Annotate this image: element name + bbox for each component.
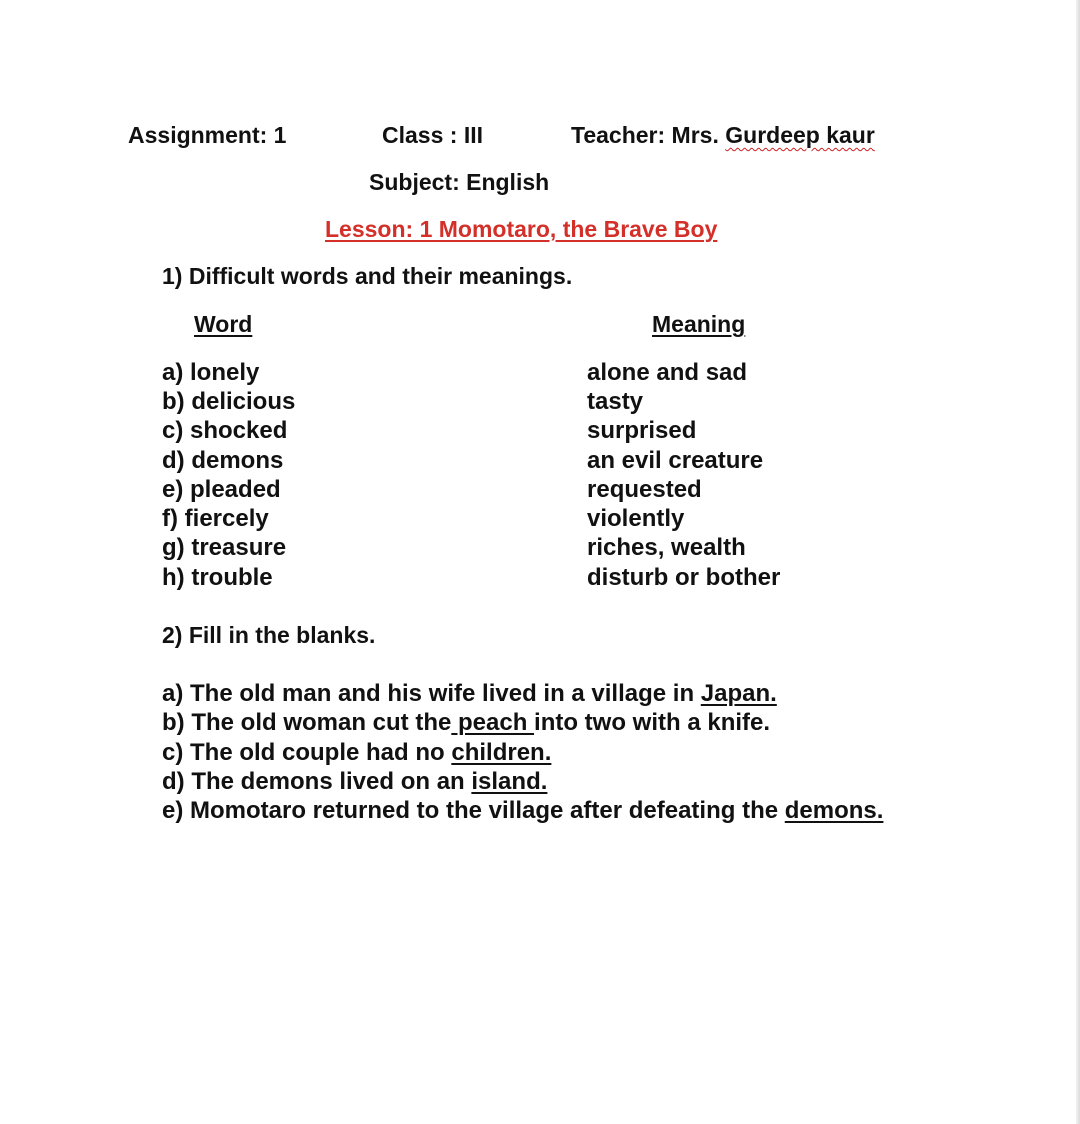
meaning-item: surprised — [587, 417, 697, 444]
meaning-item: disturb or bother — [587, 564, 781, 591]
fill-blank-line — [162, 799, 883, 823]
answer-text: demons. — [784, 797, 884, 824]
column-header-meaning: Meaning — [652, 311, 746, 337]
word-item: d) demons — [162, 447, 284, 474]
sentence-text: b) The old woman cut the — [162, 709, 452, 736]
fill-blank-line — [162, 741, 551, 765]
meaning-item: an evil creature — [587, 447, 764, 474]
assignment-label: Assignment: 1 — [128, 122, 287, 148]
meaning-item: violently — [587, 505, 685, 532]
sentence-text: into two with a knife. — [534, 709, 771, 736]
word-item: h) trouble — [162, 564, 273, 591]
word-item: b) delicious — [162, 388, 296, 415]
fill-blank-line — [162, 770, 547, 794]
word-item: g) treasure — [162, 534, 287, 561]
lesson-title: Lesson: 1 Momotaro, the Brave Boy — [325, 216, 718, 242]
fill-blank-line — [162, 711, 770, 735]
word-item: c) shocked — [162, 417, 288, 444]
class-label: Class : III — [382, 122, 483, 148]
answer-text: island. — [471, 768, 548, 795]
page-edge-shadow — [1076, 0, 1080, 1124]
teacher-name: Gurdeep kaur — [725, 122, 875, 148]
word-item: a) lonely — [162, 359, 260, 386]
word-item: f) fiercely — [162, 505, 269, 532]
subject-label: Subject: English — [369, 169, 550, 195]
answer-text: peach — [451, 709, 535, 736]
sentence-text: a) The old man and his wife lived in a village in — [162, 680, 701, 707]
sentence-text: c) The old couple had no — [162, 739, 452, 766]
teacher-prefix: Teacher: Mrs. — [571, 122, 726, 148]
word-item: e) pleaded — [162, 476, 281, 503]
sentence-text: d) The demons lived on an — [162, 768, 472, 795]
teacher-label — [571, 124, 875, 147]
section2-title: 2) Fill in the blanks. — [162, 622, 376, 648]
meaning-item: tasty — [587, 388, 644, 415]
answer-text: children. — [451, 739, 552, 766]
meaning-item: alone and sad — [587, 359, 748, 386]
meaning-item: requested — [587, 476, 702, 503]
meaning-item: riches, wealth — [587, 534, 746, 561]
answer-text: Japan. — [700, 680, 777, 707]
fill-blank-line — [162, 682, 777, 706]
section1-title: 1) Difficult words and their meanings. — [162, 263, 573, 289]
sentence-text: e) Momotaro returned to the village after defeating the — [162, 797, 785, 824]
column-header-word: Word — [194, 311, 253, 337]
